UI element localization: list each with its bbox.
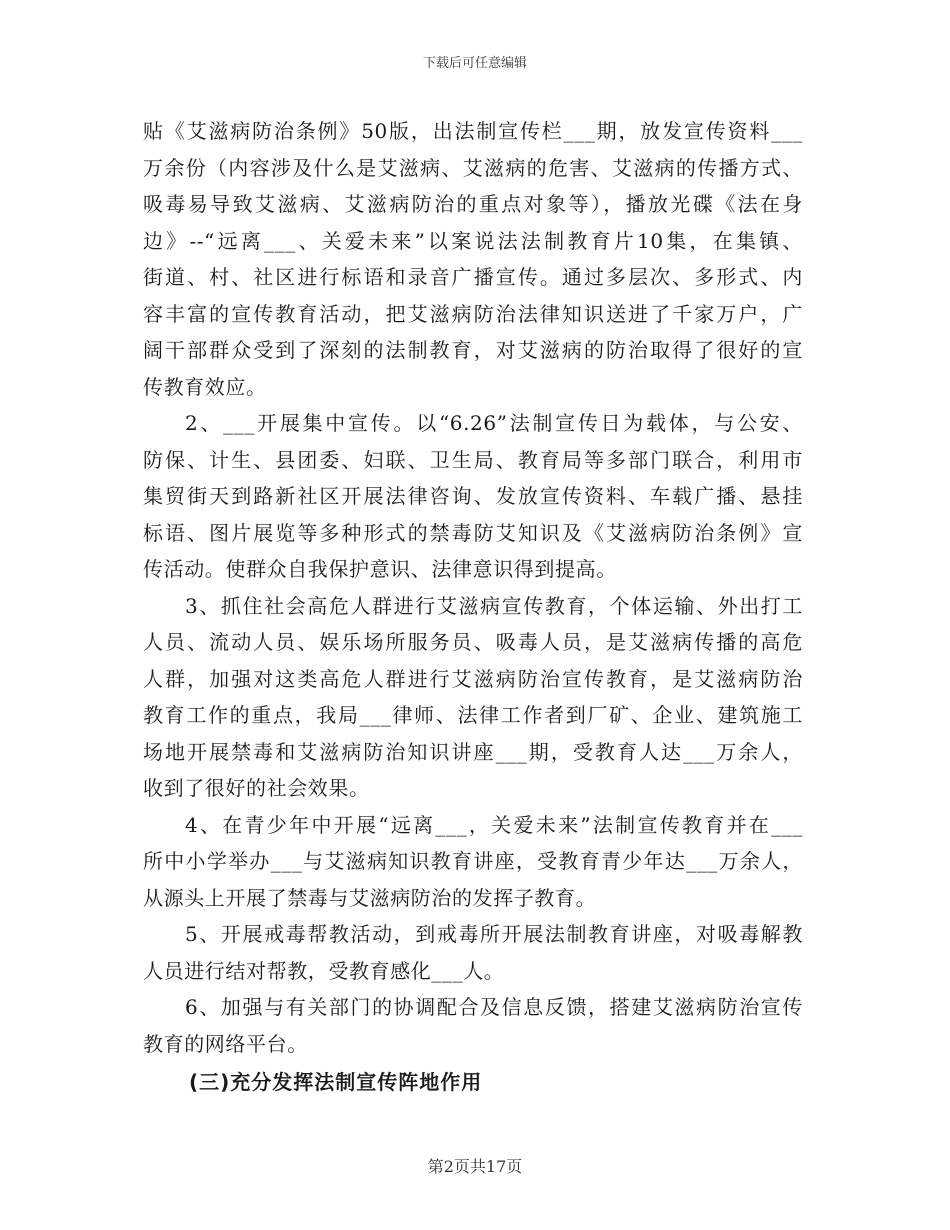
paragraph-line: 2、___开展集中宣传。以“6.26”法制宣传日为载体，与公安、 bbox=[185, 411, 803, 435]
paragraph-line: 防保、计生、县团委、妇联、卫生局、教育局等多部门联合，利用市 bbox=[143, 447, 803, 472]
page-number: 第2页共17页 bbox=[427, 1157, 523, 1176]
paragraph-2 bbox=[143, 405, 803, 588]
paragraph-line: 所中小学举办___与艾滋病知识教育讲座，受教育青少年达___万余人， bbox=[143, 849, 803, 873]
paragraph-line: 从源头上开展了禁毒与艾滋病防治的发挥子教育。 bbox=[143, 885, 597, 910]
paragraph-line: 收到了很好的社会效果。 bbox=[143, 776, 370, 800]
paragraph-line: 阔干部群众受到了深刻的法制教育，对艾滋病的防治取得了很好的宣 bbox=[143, 338, 803, 362]
paragraph-3 bbox=[143, 588, 803, 807]
paragraph-line: 教育的网络平台。 bbox=[143, 1031, 308, 1056]
paragraph-6 bbox=[143, 989, 803, 1062]
document-body bbox=[143, 113, 803, 1100]
paragraph-line: 传教育效应。 bbox=[143, 374, 267, 399]
paragraph-line: 集贸街天到路新社区开展法律咨询、发放宣传资料、车载广播、悬挂 bbox=[143, 484, 803, 508]
paragraph-line: 人群，加强对这类高危人群进行艾滋病防治宣传教育，是艾滋病防治 bbox=[143, 666, 803, 691]
paragraph-line: 容丰富的宣传教育活动，把艾滋病防治法律知识送进了千家万户，广 bbox=[143, 301, 803, 326]
paragraph-line: 贴《艾滋病防治条例》50版，出法制宣传栏___期，放发宣传资料___ bbox=[143, 119, 803, 143]
paragraph-line: 人员、流动人员、娱乐场所服务员、吸毒人员，是艾滋病传播的高危 bbox=[143, 630, 803, 654]
paragraph-line: 街道、村、社区进行标语和录音广播宣传。通过多层次、多形式、内 bbox=[143, 265, 803, 289]
paragraph-line: 5、开展戒毒帮教活动，到戒毒所开展法制教育讲座，对吸毒解教 bbox=[185, 922, 803, 946]
paragraph-line: 4、在青少年中开展“远离___，关爱未来”法制宣传教育并在___ bbox=[185, 812, 803, 837]
paragraph-line: 标语、图片展览等多种形式的禁毒防艾知识及《艾滋病防治条例》宣 bbox=[143, 520, 803, 545]
paragraph-5 bbox=[143, 916, 803, 989]
paragraph-1 bbox=[143, 113, 803, 405]
section-heading: (三)充分发挥法制宣传阵地作用 bbox=[189, 1070, 483, 1094]
page-header-note: 下载后可任意编辑 bbox=[422, 56, 527, 71]
paragraph-line: 万余份（内容涉及什么是艾滋病、艾滋病的危害、艾滋病的传播方式、 bbox=[143, 155, 803, 180]
paragraph-4 bbox=[143, 807, 803, 917]
paragraph-line: 6、加强与有关部门的协调配合及信息反馈，搭建艾滋病防治宣传 bbox=[185, 995, 803, 1019]
paragraph-line: 人员进行结对帮教，受教育感化___人。 bbox=[143, 958, 505, 983]
paragraph-line: 3、抓住社会高危人群进行艾滋病宣传教育，个体运输、外出打工 bbox=[185, 593, 803, 618]
paragraph-line: 传活动。使群众自我保护意识、法律意识得到提高。 bbox=[143, 557, 617, 581]
paragraph-line: 边》--“远离___、关爱未来”以案说法法制教育片10集，在集镇、 bbox=[143, 228, 803, 253]
paragraph-line: 教育工作的重点，我局___律师、法律工作者到厂矿、企业、建筑施工 bbox=[143, 703, 803, 727]
paragraph-line: 场地开展禁毒和艾滋病防治知识讲座___期，受教育人达___万余人， bbox=[143, 739, 803, 764]
paragraph-line: 吸毒易导致艾滋病、艾滋病防治的重点对象等），播放光碟《法在身 bbox=[143, 192, 803, 216]
